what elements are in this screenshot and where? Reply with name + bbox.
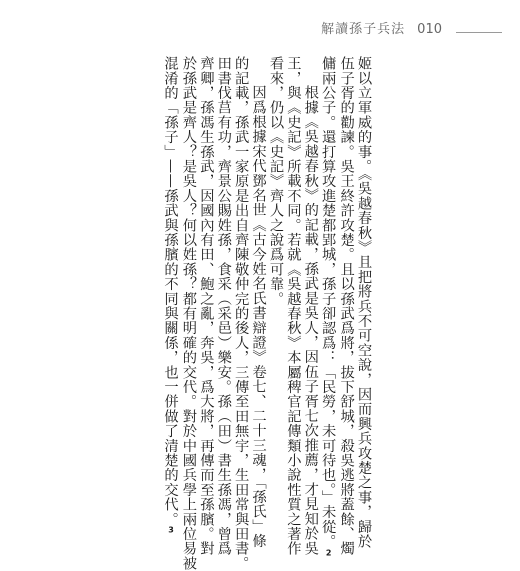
text-column-5: 王，與《史記》所載不同。若就《吳越春秋》本屬稗官記傳類小說性質之著作: [285, 56, 302, 556]
text-column-10: 齊卿，孫馮生孫武，因國內有田、鮑之亂，奔吳，爲大將，再傳而至孫臏。對: [198, 56, 215, 556]
header-rule: [456, 32, 502, 33]
text-column-9: 田書伐莒有功，齊景公賜姓孫，食采（采邑）樂安。孫（田）書生孫馮，曾爲: [215, 56, 232, 556]
footnote-marker: 2: [325, 548, 332, 557]
text-column-3: 傭兩公子。還打算攻進楚都郢城，孫子卻認爲：「民勞，未可待也。」未從。2: [320, 56, 337, 557]
running-header: [321, 18, 442, 37]
text-column-1: 姬以立軍威的事。《吳越春秋》且把將兵不可空說，因而興兵攻楚之事，歸於: [356, 56, 372, 549]
body-text: [150, 56, 372, 571]
text-column-4: 根據《吳越春秋》的記載，孫武是吳人，因伍子胥七次推薦，才見知於吳: [302, 84, 319, 555]
text-column-8: 的記載，孫武一家原是出自齊陳敬仲完的後人，三傳至田無宇，生田常與田書。: [233, 56, 250, 571]
text-column-6: 看來，仍以《史記》齊人之說爲可靠。: [267, 56, 284, 306]
text-column-11: 於孫武是齊人？是吳人？何以姓孫？都有明確的交代。對於中國兵學上兩位易被: [180, 56, 197, 571]
text-column-12: 混淆的「孫子」——孫武與孫臏的不同與關係，也一併做了清楚的交代。3: [162, 56, 179, 535]
page-number: 010: [417, 22, 442, 37]
footnote-marker: 3: [168, 526, 174, 535]
text-column-7: 因爲根據宋代鄧名世《古今姓名氏書辯證》卷七、二十三魂，「孫氏」條: [250, 84, 267, 548]
book-title: 解讀孫子兵法: [321, 22, 406, 37]
text-column-2: 伍子胥的勸諫。吳王終許攻楚。且以孫武爲將，拔下舒城，殺吳逃將蓋餘、燭: [338, 56, 355, 556]
